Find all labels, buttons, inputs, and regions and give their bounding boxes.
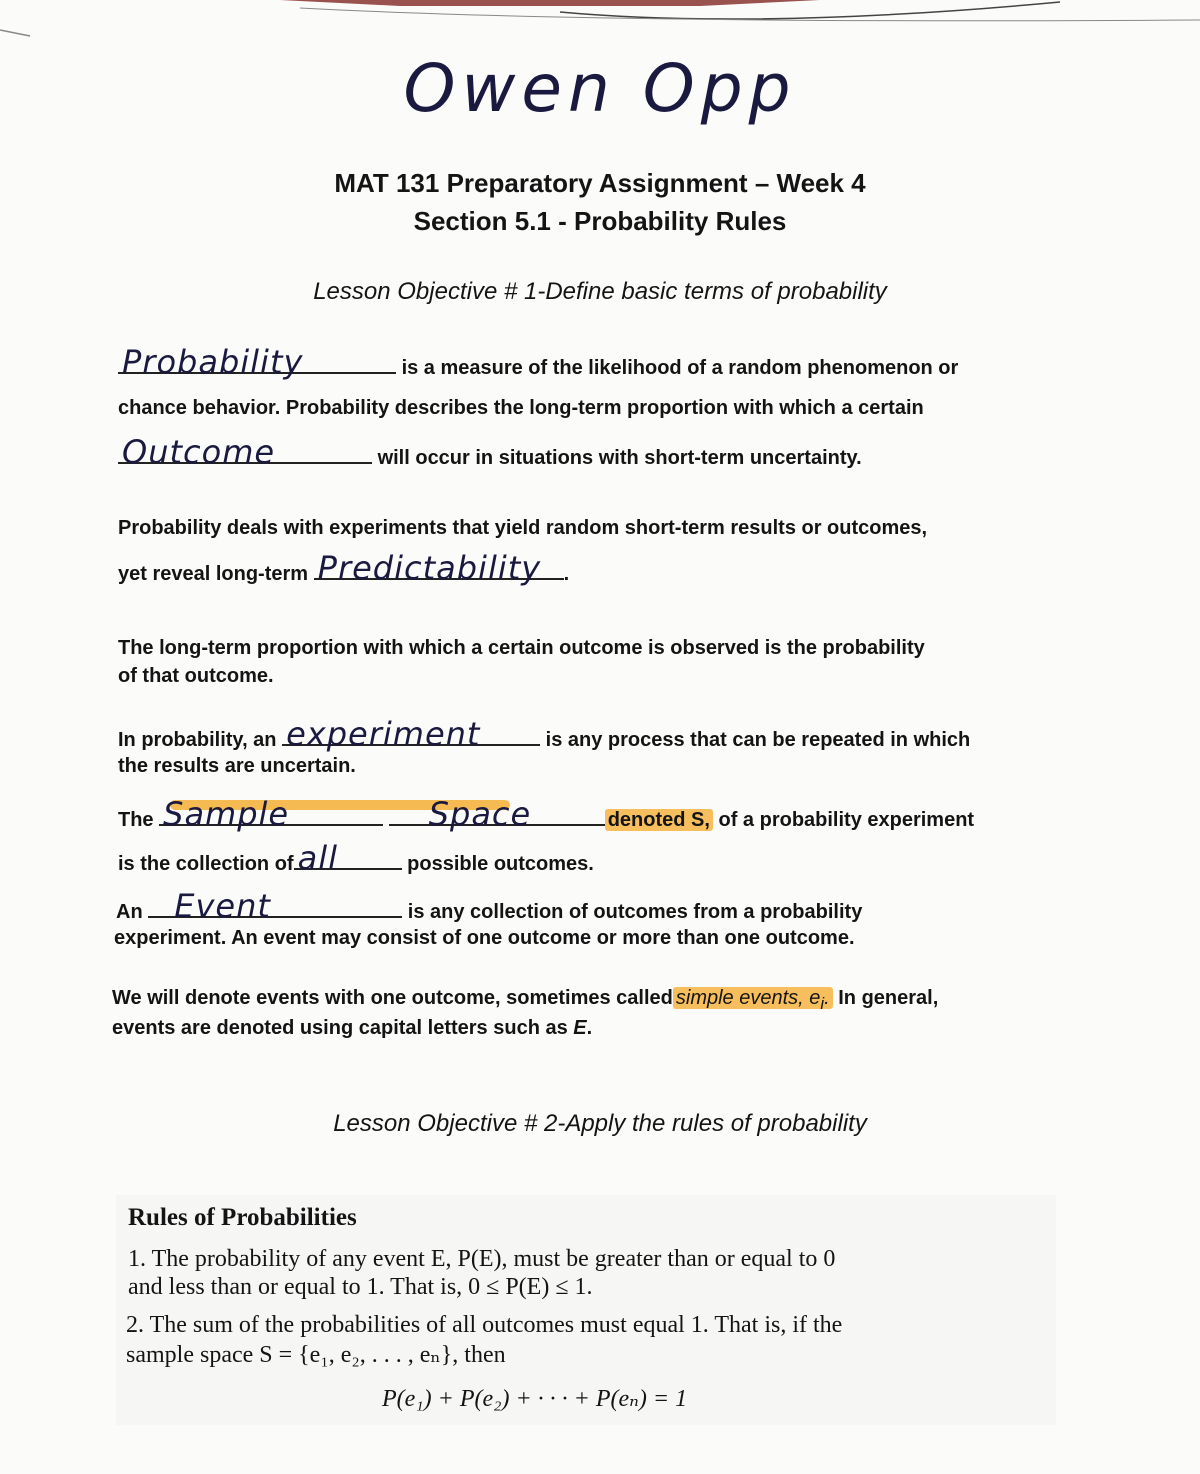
- handwritten-answer: Probability: [122, 343, 304, 381]
- answer-blank-outcome[interactable]: [118, 433, 372, 471]
- p1-line1: [118, 343, 959, 382]
- p1-text3: will occur in situations with short-term uncertainty.: [377, 447, 862, 469]
- answer-blank-experiment[interactable]: [282, 715, 540, 753]
- p5-line1: [118, 795, 975, 834]
- p3-line1: The long-term proportion with which a certain outcome is observed is the probability: [118, 637, 925, 659]
- handwritten-answer: Space: [428, 795, 532, 833]
- p4-text2: is any process that can be repeated in which: [545, 729, 971, 751]
- p7-text3-end: .: [586, 1017, 593, 1039]
- rule-1-line-b: and less than or equal to 1. That is, 0 ≤ P(E) ≤ 1.: [128, 1274, 593, 1300]
- p1-text1: is a measure of the likelihood of a random phenomenon or: [401, 357, 959, 379]
- highlight-end: .: [824, 987, 830, 1009]
- handwritten-answer: Outcome: [122, 433, 276, 471]
- p1-line3: [118, 433, 862, 472]
- p2-text2: yet reveal long-term: [118, 563, 309, 585]
- p6-text1: is any collection of outcomes from a probability: [407, 901, 863, 923]
- page-title: MAT 131 Preparatory Assignment – Week 4: [334, 168, 866, 198]
- p7-text3-italic: E: [573, 1017, 587, 1039]
- highlighted-text: denoted S,: [605, 809, 713, 831]
- answer-blank-predictability[interactable]: [314, 549, 564, 587]
- rule-1-line-a: 1. The probability of any event E, P(E), must be greater than or equal to 0: [128, 1246, 836, 1272]
- p2-line1: Probability deals with experiments that yield random short-term results or outcomes,: [118, 517, 928, 539]
- handwritten-answer: all: [297, 839, 338, 877]
- answer-blank-all[interactable]: [294, 839, 402, 877]
- highlight-subscript: i: [820, 994, 825, 1013]
- rule-2-line-b: sample space S = {e₁, e₂, . . . , eₙ}, then: [126, 1342, 506, 1368]
- p6-an: An: [116, 901, 143, 923]
- lesson-objective-1: Lesson Objective # 1-Define basic terms of probability: [313, 278, 887, 305]
- p2-line2: [118, 549, 570, 588]
- p3-line2: of that outcome.: [118, 665, 274, 687]
- answer-blank-probability[interactable]: [118, 343, 396, 381]
- answer-blank-space[interactable]: [389, 795, 605, 833]
- highlight-text: simple events, e: [675, 987, 821, 1009]
- handwritten-answer: Predictability: [317, 549, 542, 587]
- p7-text3: events are denoted using capital letters such as: [112, 1017, 574, 1039]
- p7-text1: We will denote events with one outcome, sometimes called: [112, 987, 673, 1009]
- p7-line1: [112, 984, 938, 1018]
- p6-line2: experiment. An event may consist of one outcome or more than one outcome.: [114, 927, 855, 949]
- p6-line1: [116, 887, 863, 926]
- student-name-handwritten: Owen Opp: [403, 50, 797, 127]
- rule-2-formula: P(e₁) + P(e₂) + · · · + P(eₙ) = 1: [382, 1386, 688, 1412]
- handwritten-answer: Event: [174, 887, 271, 925]
- page-edge-decoration: [0, 0, 1200, 40]
- p7-text2: In general,: [838, 987, 939, 1009]
- answer-blank-sample[interactable]: [159, 795, 383, 833]
- rule-2-line-a: 2. The sum of the probabilities of all outcomes must equal 1. That is, if the: [126, 1312, 843, 1338]
- page-subtitle: Section 5.1 - Probability Rules: [413, 206, 787, 236]
- p4-text1: In probability, an: [118, 729, 277, 751]
- handwritten-answer: experiment: [286, 715, 481, 753]
- p5-text2: is the collection of: [118, 853, 294, 875]
- p5-line2: [118, 839, 594, 878]
- handwritten-answer: Sample: [163, 795, 290, 833]
- p4-line1: [118, 715, 971, 754]
- p5-the: The: [118, 809, 154, 831]
- lesson-objective-2: Lesson Objective # 2-Apply the rules of probability: [333, 1110, 867, 1137]
- p2-end: .: [563, 563, 570, 585]
- p4-line2: the results are uncertain.: [118, 755, 356, 777]
- p1-line2: chance behavior. Probability describes the long-term proportion with which a certain: [118, 397, 924, 419]
- highlighted-simple-events: [673, 987, 833, 1013]
- rules-heading: Rules of Probabilities: [128, 1204, 357, 1231]
- answer-blank-event[interactable]: [148, 887, 402, 925]
- p7-line2: [112, 1014, 592, 1042]
- p5-text3: possible outcomes.: [407, 853, 594, 875]
- p5-text1: of a probability experiment: [718, 809, 975, 831]
